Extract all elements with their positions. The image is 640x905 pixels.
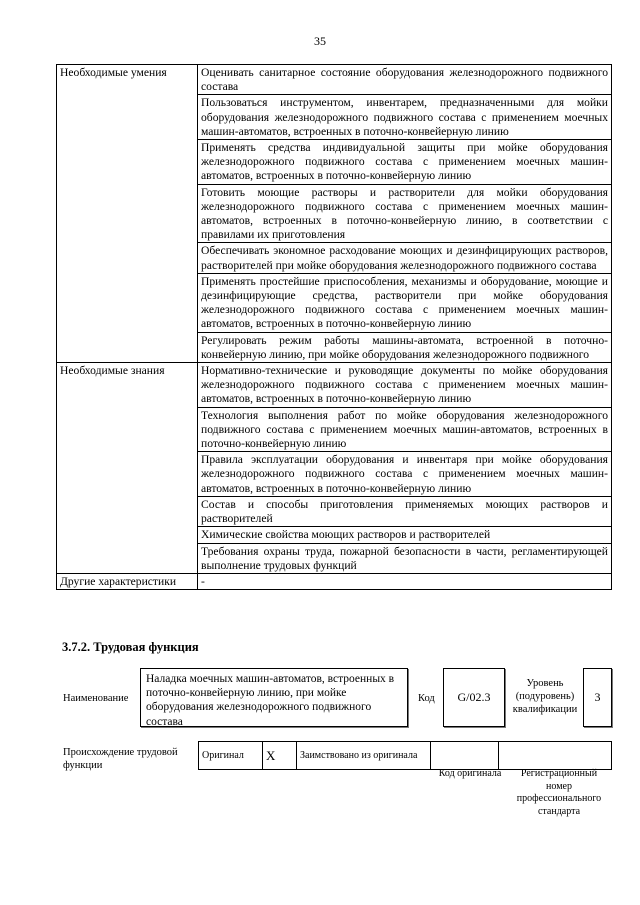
requirement-item: Правила эксплуатации оборудования и инвентаря при мойке оборудования железнодорожного подвижного состава с применением моечных машин-автоматов, встроенных в поточно-конвейерную линию: [198, 452, 612, 497]
requirement-item: Готовить моющие растворы и растворители для мойки оборудования железнодорожного подвижного состава с применением моечных машин-автоматов, встроенных в поточно-конвейерную линию, в соответствии с правилами их приготовления: [198, 184, 612, 243]
category-cell: Необходимые умения: [57, 65, 198, 363]
table-row: [57, 573, 612, 589]
requirement-item: Состав и способы приготовления применяемых моющих растворов и растворителей: [198, 496, 612, 526]
requirement-item: Нормативно-технические и руководящие документы по мойке оборудования железнодорожного подвижного состава с применением моечных машин-автоматов, встроенных в поточно-конвейерную линию: [198, 363, 612, 408]
requirement-item: Требования охраны труда, пожарной безопасности в части, регламентирующей выполнение трудовых функций: [198, 543, 612, 573]
requirement-item: Оценивать санитарное состояние оборудования железнодорожного подвижного состава: [198, 65, 612, 95]
origin-label: Происхождение трудовой функции: [63, 747, 178, 771]
function-name-field: Наладка моечных машин-автоматов, встроенных в поточно-конвейерную линию, при мойке оборудования железнодорожного подвижного состава: [140, 668, 408, 727]
level-label: Уровень (подуровень) квалификации: [512, 678, 578, 715]
registration-number-cell: [499, 742, 612, 770]
original-label: Оригинал: [199, 742, 263, 770]
requirement-item: Обеспечивать экономное расходование моющих и дезинфицирующих растворов, растворителей при мойке оборудования железнодорожного подвижного состава: [198, 243, 612, 273]
table-row: [57, 363, 612, 408]
name-label: Наименование: [63, 693, 129, 704]
origin-table: [198, 741, 612, 770]
code-caption: Код оригинала: [438, 768, 502, 779]
requirement-item: Пользоваться инструментом, инвентарем, предназначенными для мойки оборудования железнодорожного подвижного состава с применением моечных машин-автоматов, встроенных в поточно-конвейерную линию: [198, 95, 612, 140]
borrowed-label: Заимствовано из оригинала: [297, 742, 431, 770]
table-row: [57, 65, 612, 95]
level-field: 3: [583, 668, 612, 727]
original-mark: X: [263, 742, 297, 770]
function-code-field: G/02.3: [443, 668, 505, 727]
original-code-cell: [431, 742, 499, 770]
requirement-item: Регулировать режим работы машины-автомата, встроенной в поточно-конвейерную линию, при мойке оборудования железнодорожного подвижного: [198, 332, 612, 362]
requirement-item: -: [198, 573, 612, 589]
registration-caption: Регистрационный номер профессионального стандарта: [516, 768, 602, 817]
requirements-table: [56, 64, 612, 590]
category-cell: Необходимые знания: [57, 363, 198, 574]
requirement-item: Применять простейшие приспособления, механизмы и оборудование, моющие и дезинфицирующие средства, растворители при мойке оборудования железнодорожного подвижного состава с применением моечных машин-автоматов, встроенных в поточно-конвейерную линию: [198, 273, 612, 332]
requirement-item: Применять средства индивидуальной защиты при мойке оборудования железнодорожного подвижного состава с применением моечных машин-автоматов, встроенных в поточно-конвейерную линию: [198, 140, 612, 185]
page-number: 35: [314, 34, 326, 48]
section-title: 3.7.2. Трудовая функция: [62, 640, 199, 654]
code-label: Код: [418, 693, 435, 704]
category-cell: Другие характеристики: [57, 573, 198, 589]
requirement-item: Химические свойства моющих растворов и растворителей: [198, 527, 612, 543]
requirement-item: Технология выполнения работ по мойке оборудования железнодорожного подвижного состава с применением моечных машин-автоматов, встроенных в поточно-конвейерную линию: [198, 407, 612, 452]
